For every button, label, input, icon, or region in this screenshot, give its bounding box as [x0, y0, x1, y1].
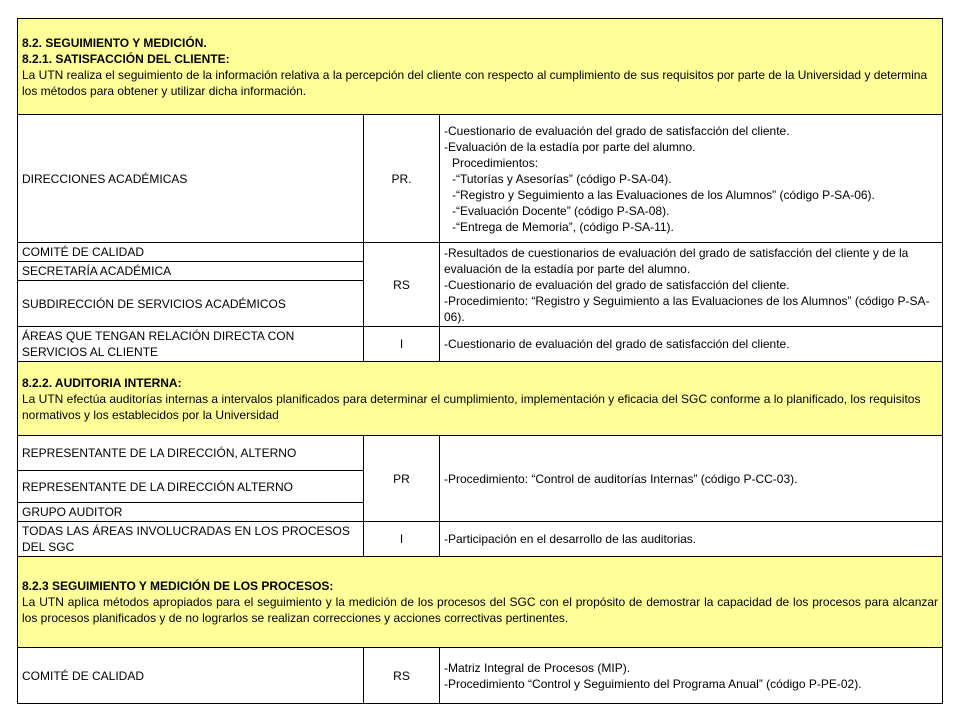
- quality-process-table: [17, 18, 943, 704]
- description-line: -“Tutorías y Asesorías” (código P-SA-04).: [452, 171, 672, 186]
- description-line: -Cuestionario de evaluación del grado de satisfacción del cliente.: [444, 123, 790, 138]
- area-cell: COMITÉ DE CALIDAD: [18, 648, 364, 704]
- section-heading: 8.2. SEGUIMIENTO Y MEDICIÓN.: [22, 35, 207, 50]
- area-cell: REPRESENTANTE DE LA DIRECCIÓN ALTERNO: [18, 471, 364, 503]
- code-cell: I: [364, 327, 440, 362]
- description-line: -“Entrega de Memoria”, (código P-SA-11).: [452, 219, 674, 234]
- description-cell: [440, 648, 943, 704]
- description-line: Procedimientos:: [452, 155, 539, 170]
- section-text: La UTN realiza el seguimiento de la información relativa a la percepción del cliente con respecto al cumplimiento de sus requisitos por parte de la Universidad y determina los métodos para obtener y utilizar dicha información.: [22, 67, 928, 98]
- section-text: La UTN efectúa auditorías internas a intervalos planificados para determinar el cumplimiento, implementación y eficacia del SGC conforme a lo planificado, los requisitos normativos y los establecidos por la Universidad: [22, 391, 921, 422]
- description-line: -Resultados de cuestionarios de evaluación del grado de satisfacción del cliente y de la evaluación de la estadía por parte del alumno.: [444, 245, 909, 276]
- section-subheading: 8.2.1. SATISFACCIÓN DEL CLIENTE:: [22, 51, 230, 66]
- area-cell: DIRECCIONES ACADÉMICAS: [18, 115, 364, 243]
- area-cell: SECRETARÍA ACADÉMICA: [18, 262, 364, 281]
- description-line: -Evaluación de la estadía por parte del alumno.: [444, 139, 696, 154]
- description-cell: -Cuestionario de evaluación del grado de satisfacción del cliente.: [440, 327, 943, 362]
- area-cell: SUBDIRECCIÓN DE SERVICIOS ACADÉMICOS: [18, 281, 364, 327]
- description-line: -Matriz Integral de Procesos (MIP).: [444, 660, 631, 675]
- section-text: La UTN aplica métodos apropiados para el seguimiento y la medición de los procesos del SGC con el propósito de demostrar la capacidad de los procesos para alcanzar los procesos planificados y de no lograrlos se realizan correcciones y acciones correctivas pertinentes.: [22, 595, 939, 625]
- section-heading: 8.2.2. AUDITORIA INTERNA:: [22, 375, 182, 390]
- description-cell: -Participación en el desarrollo de las auditorias.: [440, 522, 943, 557]
- area-cell: GRUPO AUDITOR: [18, 503, 364, 522]
- code-cell: PR: [364, 436, 440, 522]
- code-cell: RS: [364, 648, 440, 704]
- description-line: -“Registro y Seguimiento a las Evaluaciones de los Alumnos” (código P-SA-06).: [452, 187, 875, 202]
- code-cell: PR.: [364, 115, 440, 243]
- description-line: -Procedimiento “Control y Seguimiento del Programa Anual” (código P-PE-02).: [444, 676, 862, 691]
- area-cell: REPRESENTANTE DE LA DIRECCIÓN, ALTERNO: [18, 436, 364, 471]
- description-line: -Cuestionario de evaluación del grado de satisfacción del cliente.: [444, 277, 790, 292]
- area-cell: ÁREAS QUE TENGAN RELACIÓN DIRECTA CON SERVICIOS AL CLIENTE: [18, 327, 364, 362]
- description-line: -“Evaluación Docente” (código P-SA-08).: [452, 203, 670, 218]
- description-cell: -Procedimiento: “Control de auditorías Internas” (código P-CC-03).: [440, 436, 943, 522]
- code-cell: I: [364, 522, 440, 557]
- description-line: -Procedimiento: “Registro y Seguimiento a las Evaluaciones de los Alumnos” (código P-SA-06).: [444, 293, 930, 324]
- section-heading: 8.2.3 SEGUIMIENTO Y MEDICIÓN DE LOS PROCESOS:: [22, 579, 334, 593]
- section-8-2-2: [18, 362, 943, 436]
- area-cell: TODAS LAS ÁREAS INVOLUCRADAS EN LOS PROCESOS DEL SGC: [18, 522, 364, 557]
- section-8-2-3: [18, 557, 943, 648]
- description-cell: [440, 115, 943, 243]
- section-8-2-1: [18, 19, 943, 115]
- code-cell: RS: [364, 243, 440, 327]
- area-cell: COMITÉ DE CALIDAD: [18, 243, 364, 262]
- description-cell: [440, 243, 943, 327]
